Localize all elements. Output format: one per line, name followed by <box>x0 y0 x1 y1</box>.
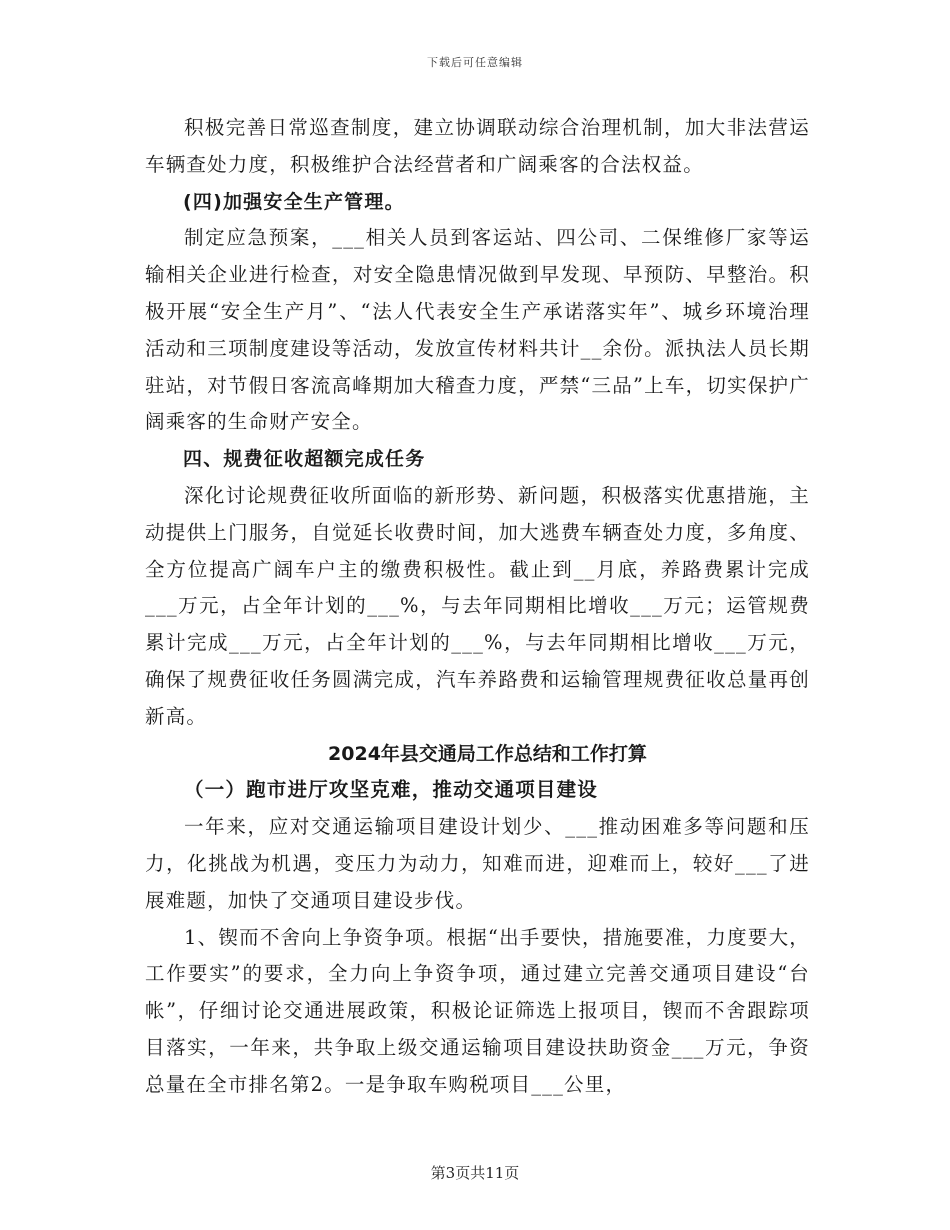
paragraph-year-overview: 一年来，应对交通运输项目建设计划少、___推动困难多等问题和压力，化挑战为机遇，变压力为动力，知难而进，迎难而上，较好___了进展难题，加快了交通项目建设步伐。 <box>145 815 810 912</box>
document-title: 2024年县交通局工作总结和工作打算 <box>328 742 647 765</box>
document-body <box>145 110 810 1104</box>
heading-project-construction: （一）跑市进厅攻坚克难，推动交通项目建设 <box>184 778 599 802</box>
paragraph-funding: 1、锲而不舍向上争资争项。根据“出手要快，措施要准，力度要大，工作要实”的要求，全力向上争资争项，通过建立完善交通项目建设“台帐”，仔细讨论交通进展政策，积极论证筛选上报项目，锲而不舍跟踪项目落实，一年来，共争取上级交通运输项目建设扶助资金___万元，争资总量在全市排名第2。一是争取车购税项目___公里， <box>145 925 810 1096</box>
paragraph-emergency-plan: 制定应急预案，___相关人员到客运站、四公司、二保维修厂家等运输相关企业进行检查，对安全隐患情况做到早发现、早预防、早整治。积极开展“安全生产月”、“法人代表安全生产承诺落实年”、城乡环境治理活动和三项制度建设等活动，发放宣传材料共计__余份。派执法人员长期驻站，对节假日客流高峰期加大稽查力度，严禁“三品”上车，切实保护广阔乘客的生命财产安全。 <box>145 226 810 434</box>
page-number: 第3页共11页 <box>430 1164 520 1182</box>
heading-safety-management: (四)加强安全生产管理。 <box>183 190 405 213</box>
paragraph-inspection: 积极完善日常巡查制度，建立协调联动综合治理机制，加大非法营运车辆查处力度，积极维护合法经营者和广阔乘客的合法权益。 <box>145 116 810 176</box>
paragraph-fee-collection: 深化讨论规费征收所面临的新形势、新问题，积极落实优惠措施，主动提供上门服务，自觉延长收费时间，加大逃费车辆查处力度，多角度、全方位提高广阔车户主的缴费积极性。截止到__月底，养路费累计完成___万元，占全年计划的___%，与去年同期相比增收___万元；运管规费累计完成___万元，占全年计划的___%，与去年同期相比增收___万元，确保了规费征收任务圆满完成，汽车养路费和运输管理规费征收总量再创新高。 <box>145 483 810 728</box>
heading-fee-collection: 四、规费征收超额完成任务 <box>183 448 426 471</box>
page-header-note: 下载后可任意编辑 <box>427 56 523 69</box>
